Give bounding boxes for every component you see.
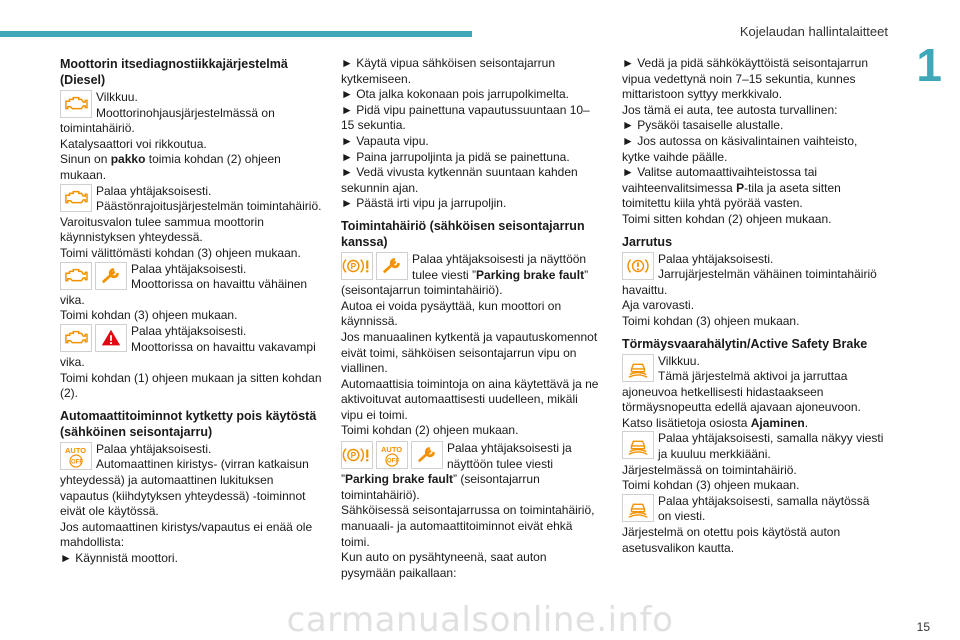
text-line	[622, 165, 884, 212]
text-span: toimia kohdan (2) ohjeen mukaan.	[60, 152, 281, 182]
text-line: Aja varovasti.	[622, 298, 695, 313]
text-line: ► Käynnistä moottori.	[60, 551, 178, 566]
icon-group	[622, 494, 654, 522]
brake-warning-icon	[622, 252, 654, 280]
icon-group	[622, 431, 654, 459]
page-number: 15	[916, 620, 930, 634]
text-span: ” (seisontajarrun toimintahäiriö).	[341, 472, 540, 502]
text-line: ► Käytä vipua sähköisen seisontajarrun kytkemiseen.	[341, 56, 555, 86]
text-line: Palaa yhtäjaksoisesti, samalla näkyy viesti ja kuuluu merkkiääni.	[658, 431, 884, 462]
column-3	[622, 56, 884, 556]
collision-warning-icon	[622, 431, 654, 459]
text-line: Varoitusvalon tulee sammua moottorin käynnistyksen yhteydessä.	[60, 214, 264, 245]
text-line: Palaa yhtäjaksoisesti.	[96, 441, 212, 456]
icon-group	[341, 252, 408, 280]
auto-off-icon	[376, 441, 408, 469]
text-line: Toimi välittömästi kohdan (3) ohjeen mukaan.	[60, 245, 301, 260]
text-line: Sähköisessä seisontajarrussa on toimintahäiriö, manuaali- ja automaattitoiminnot eivät ehkä toimi.	[341, 503, 595, 549]
service-wrench-icon	[411, 441, 443, 469]
bold-span: P	[736, 180, 745, 195]
text-line: ► Päästä irti vipu ja jarrupoljin.	[341, 196, 507, 211]
column-2	[341, 56, 603, 581]
engine-warning-icon	[60, 184, 92, 212]
bold-span: Parking brake fault	[345, 472, 454, 487]
text-line: Toimi kohdan (2) ohjeen mukaan.	[341, 423, 519, 438]
text-line: Automaattinen kiristys- (virran katkaisun yhteydessä) ja automaattinen lukituksen vapautus (kiihdytyksen yhteydessä) -toiminnot eivät ole käytössä.	[60, 457, 309, 519]
icon-group	[60, 442, 92, 470]
text-line: Automaattisia toimintoja on aina käytettävä ja ne aktivoituvat automaattisesti uudelleen, mikäli vipu ei toimi.	[341, 376, 599, 422]
text-line	[622, 416, 884, 432]
text-line: Vilkkuu.	[658, 353, 700, 368]
text-line: Jos manuaalinen kytkentä ja vapautuskomennot eivät toimi, sähköisen seisontajarrun vipu on viallinen.	[341, 329, 598, 376]
parking-brake-fault-icon	[341, 441, 373, 469]
text-line: Tämä järjestelmä aktivoi ja jarruttaa ajoneuvoa hetkellisesti hidastaakseen törmäysnopeutta edellä ajavaan ajoneuvoon.	[622, 369, 861, 415]
text-line: Toimi kohdan (1) ohjeen mukaan ja sitten kohdan (2).	[60, 370, 322, 401]
text-line: Jos tämä ei auta, tee autosta turvallinen:	[622, 102, 838, 117]
text-line: ► Pidä vipu painettuna vapautussuuntaan 10–15 sekuntia.	[341, 102, 590, 133]
section-heading-auto-functions: Automaattitoiminnot kytketty pois käytöstä (sähköinen seisontajarru)	[60, 408, 317, 439]
engine-warning-icon	[60, 324, 92, 352]
text-line: Jos automaattinen kiristys/vapautus ei enää ole mahdollista:	[60, 519, 313, 550]
auto-label: AUTO	[65, 445, 87, 455]
text-line: Palaa yhtäjaksoisesti.	[658, 251, 774, 266]
red-alert-triangle-icon	[95, 324, 127, 352]
text-span: Sinun on	[60, 152, 111, 167]
section-heading-diagnostics: Moottorin itsediagnostiikkajärjestelmä (Diesel)	[60, 57, 288, 87]
icon-group	[622, 354, 654, 382]
text-line: ► Vedä vivusta kytkennän suuntaan kahden sekunnin ajan.	[341, 165, 578, 195]
text-line: Toimi kohdan (3) ohjeen mukaan.	[622, 478, 800, 493]
text-line: Järjestelmä on otettu pois käytöstä auton asetusvalikon kautta.	[622, 525, 841, 555]
auto-label: AUTO	[381, 445, 403, 455]
text-line: ► Vapauta vipu.	[341, 133, 429, 148]
text-span: -tila ja aseta sitten toimitettu kiila yhtä pyörää vasten.	[622, 180, 841, 211]
text-span: ► Valitse automaattivaihteistossa tai vaihteenvalitsimessa	[622, 165, 818, 195]
text-line: Toimi sitten kohdan (2) ohjeen mukaan.	[622, 211, 832, 226]
section-heading-collision-warning: Törmäysvaarahälytin/Active Safety Brake	[622, 336, 868, 351]
collision-warning-icon	[622, 494, 654, 522]
auto-off-icon	[60, 442, 92, 470]
bold-span: Ajaminen	[750, 415, 805, 430]
icon-group	[60, 184, 92, 212]
text-line: Moottorissa on havaittu vakavampi vika.	[60, 339, 316, 370]
chapter-number: 1	[916, 39, 942, 91]
text-line: Palaa yhtäjaksoisesti.	[131, 261, 247, 276]
text-line: Palaa yhtäjaksoisesti.	[131, 323, 247, 338]
watermark-logo: carmanualsonline.info	[286, 600, 674, 640]
engine-warning-icon	[60, 262, 92, 290]
text-line: ► Pysäköi tasaiselle alustalle.	[622, 118, 784, 133]
text-line: Moottorissa on havaittu vähäinen vika.	[60, 277, 308, 307]
off-label: OFF	[71, 459, 83, 466]
text-span: Palaa yhtäjaksoisesti ja näyttöön tulee viesti ”	[341, 441, 572, 487]
text-line: Palaa yhtäjaksoisesti.	[96, 183, 212, 198]
text-span: ” (seisontajarrun toimintahäiriö).	[341, 267, 589, 298]
text-line: Päästönrajoitusjärjestelmän toimintahäiriö.	[96, 199, 322, 214]
section-heading-parking-brake-fault: Toimintahäiriö (sähköisen seisontajarrun kanssa)	[341, 218, 585, 249]
text-line: Autoa ei voida pysäyttää, kun moottori on käynnissä.	[341, 298, 562, 329]
text-line: ► Ota jalka kokonaan pois jarrupolkimelta.	[341, 87, 569, 102]
text-line	[60, 152, 322, 183]
text-span: Palaa yhtäjaksoisesti ja näyttöön tulee viesti ”	[412, 251, 587, 282]
off-label: OFF	[387, 458, 399, 465]
text-line: ► Jos autossa on käsivalintainen vaihteisto, kytke vaihde päälle.	[622, 133, 858, 164]
collision-warning-icon	[622, 354, 654, 382]
text-span: Katso lisätietoja osiosta	[622, 415, 751, 430]
text-line: Moottorinohjausjärjestelmässä on toimintahäiriö.	[60, 105, 275, 136]
parking-brake-fault-icon	[341, 252, 373, 280]
text-line: Vilkkuu.	[96, 90, 138, 104]
header-accent-bar	[0, 31, 472, 37]
text-line: ► Vedä ja pidä sähkökäyttöistä seisontajarrun vipua vedettynä noin 7–15 sekuntia, kunnes mittaristoon syttyy merkkivalo.	[622, 56, 869, 102]
engine-warning-icon	[60, 90, 92, 118]
service-wrench-icon	[95, 262, 127, 290]
bold-span: Parking brake fault	[476, 267, 585, 282]
text-line: Toimi kohdan (3) ohjeen mukaan.	[622, 313, 800, 328]
section-heading-braking: Jarrutus	[622, 234, 673, 249]
text-line: Kun auto on pysähtyneenä, saat auton pysymään paikallaan:	[341, 550, 547, 580]
text-line: Järjestelmässä on toimintahäiriö.	[622, 462, 797, 477]
text-line: ► Paina jarrupoljinta ja pidä se painettuna.	[341, 149, 570, 164]
icon-group	[60, 324, 127, 352]
icon-group	[341, 441, 443, 469]
text-line: Katalysaattori voi rikkoutua.	[60, 136, 207, 151]
text-line: Jarrujärjestelmän vähäinen toimintahäiriö havaittu.	[622, 267, 877, 297]
icon-group	[60, 90, 92, 118]
bold-span: pakko	[110, 152, 146, 167]
text-line: Palaa yhtäjaksoisesti, samalla näytössä on viesti.	[658, 493, 870, 524]
page-header-title: Kojelaudan hallintalaitteet	[739, 24, 888, 39]
text-line: Toimi kohdan (3) ohjeen mukaan.	[60, 308, 238, 323]
text-span: .	[804, 415, 809, 430]
service-wrench-icon	[376, 252, 408, 280]
icon-group	[60, 262, 127, 290]
column-1	[60, 56, 322, 567]
icon-group	[622, 252, 654, 280]
